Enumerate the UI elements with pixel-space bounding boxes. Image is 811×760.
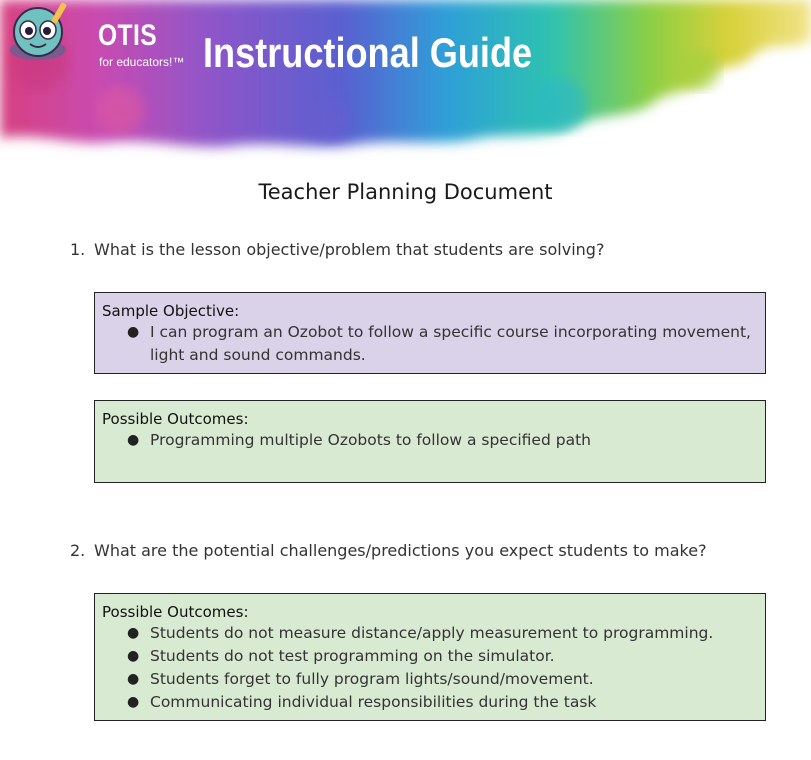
bullet-icon: ●	[127, 694, 140, 710]
logo-tagline: for educators!™	[99, 55, 185, 69]
otis-mascot-icon	[0, 0, 80, 62]
list-item-text: Communicating individual responsibilities during the task	[150, 693, 597, 711]
objective-list	[102, 321, 751, 367]
bullet-icon: ●	[127, 324, 140, 340]
question-2	[70, 541, 707, 560]
box-heading: Possible Outcomes:	[102, 410, 249, 428]
possible-outcomes-box-1	[94, 400, 766, 483]
list-item-text: I can program an Ozobot to follow a specific course incorporating movement, light and sound commands.	[150, 323, 751, 364]
page-title: Instructional Guide	[203, 29, 533, 76]
list-item-text: Students do not test programming on the simulator.	[150, 647, 555, 665]
list-item-text: Students do not measure distance/apply measurement to programming.	[150, 624, 714, 642]
header-banner	[0, 0, 811, 160]
list-item	[102, 622, 751, 645]
question-number: 2.	[70, 541, 86, 560]
question-text: What are the potential challenges/predictions you expect students to make?	[94, 541, 707, 560]
bullet-icon: ●	[127, 625, 140, 641]
question-text: What is the lesson objective/problem that students are solving?	[94, 240, 605, 259]
question-1	[70, 240, 604, 259]
list-item	[102, 691, 751, 714]
question-number: 1.	[70, 240, 86, 259]
list-item-text: Programming multiple Ozobots to follow a specified path	[150, 431, 591, 449]
bullet-icon: ●	[127, 671, 140, 687]
list-item	[102, 321, 751, 367]
challenges-list	[102, 622, 751, 714]
list-item	[102, 645, 751, 668]
list-item	[102, 668, 751, 691]
outcomes-list	[102, 429, 751, 452]
logo-wordmark: OTIS	[98, 19, 158, 52]
box-heading: Sample Objective:	[102, 302, 240, 320]
box-heading: Possible Outcomes:	[102, 603, 249, 621]
list-item	[102, 429, 751, 452]
bullet-icon: ●	[127, 432, 140, 448]
list-item-text: Students forget to fully program lights/sound/movement.	[150, 670, 594, 688]
possible-outcomes-box-2	[94, 593, 766, 721]
document-title: Teacher Planning Document	[258, 180, 553, 204]
sample-objective-box	[94, 292, 766, 374]
bullet-icon: ●	[127, 648, 140, 664]
